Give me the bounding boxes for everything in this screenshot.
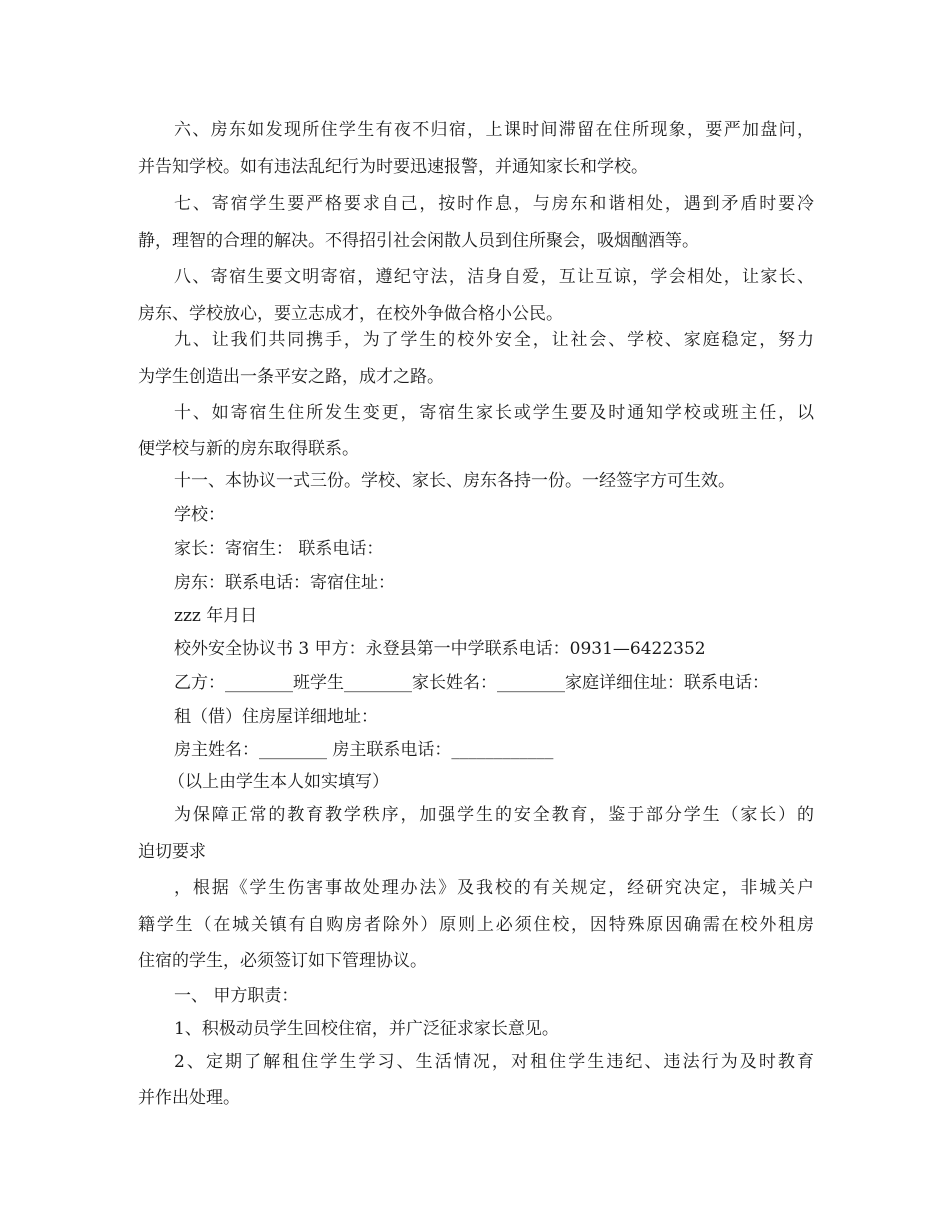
para-11: 十一、本协议一式三份。学校、家长、房东各持一份。一经签字方可生效。 (174, 471, 735, 491)
para-8-line-1: 八、寄宿生要文明寄宿，遵纪守法，洁身自爱，互让互谅，学会相处，让家长、 (174, 267, 814, 287)
fill-note: （以上由学生本人如实填写） (168, 772, 389, 792)
para-8-line-2: 房东、学校放心，要立志成才，在校外争做合格小公民。 (138, 304, 563, 324)
para-10-line-1: 十、如寄宿生住所发生变更，寄宿生家长或学生要及时通知学校或班主任，以 (174, 403, 814, 423)
para-7-line-1: 七、寄宿学生要严格要求自己，按时作息，与房东和谐相处，遇到矛盾时要冷 (174, 194, 814, 214)
landlord-info: 房主姓名：________ 房主联系电话：____________ (174, 740, 554, 760)
agreement-3-title: 校外安全协议书 3 甲方：永登县第一中学联系电话：0931—6422352 (174, 639, 706, 659)
rental-address: 租（借）住房屋详细地址： (174, 707, 378, 727)
party-b-fields: 乙方：________班学生________家长姓名：________家庭详细住址：联系电话： (174, 673, 769, 693)
basis-line-1: ，根据《学生伤害事故处理办法》及我校的有关规定，经研究决定，非城关户 (174, 878, 814, 898)
item-2-line-2: 并作出处理。 (138, 1088, 240, 1108)
signature-parent: 家长：寄宿生： 联系电话： (174, 539, 384, 559)
intro-line-2: 迫切要求 (138, 842, 206, 862)
signature-landlord: 房东：联系电话：寄宿住址： (174, 573, 395, 593)
para-6-line-1: 六、房东如发现所住学生有夜不归宿，上课时间滞留在住所现象，要严加盘问， (174, 120, 814, 140)
basis-line-3: 住宿的学生，必须签订如下管理协议。 (138, 951, 427, 971)
item-2-line-1: 2、定期了解租住学生学习、生活情况，对租住学生违纪、违法行为及时教育 (174, 1052, 814, 1072)
section-1-heading: 一、 甲方职责： (174, 986, 299, 1006)
signature-school: 学校： (174, 505, 225, 525)
item-1: 1、积极动员学生回校住宿，并广泛征求家长意见。 (174, 1019, 559, 1039)
para-9-line-2: 为学生创造出一条平安之路，成才之路。 (138, 367, 444, 387)
para-6-line-2: 并告知学校。如有违法乱纪行为时要迅速报警，并通知家长和学校。 (138, 157, 648, 177)
para-10-line-2: 便学校与新的房东取得联系。 (138, 439, 359, 459)
agreement-date: zzz 年月日 (174, 606, 258, 626)
intro-line-1: 为保障正常的教育教学秩序，加强学生的安全教育，鉴于部分学生（家长）的 (174, 805, 814, 825)
para-9-line-1: 九、让我们共同携手，为了学生的校外安全，让社会、学校、家庭稳定，努力 (174, 330, 814, 350)
para-7-line-2: 静，理智的合理的解决。不得招引社会闲散人员到住所聚会，吸烟酗酒等。 (138, 231, 699, 251)
basis-line-2: 籍学生（在城关镇有自购房者除外）原则上必须住校，因特殊原因确需在校外租房 (138, 915, 814, 935)
